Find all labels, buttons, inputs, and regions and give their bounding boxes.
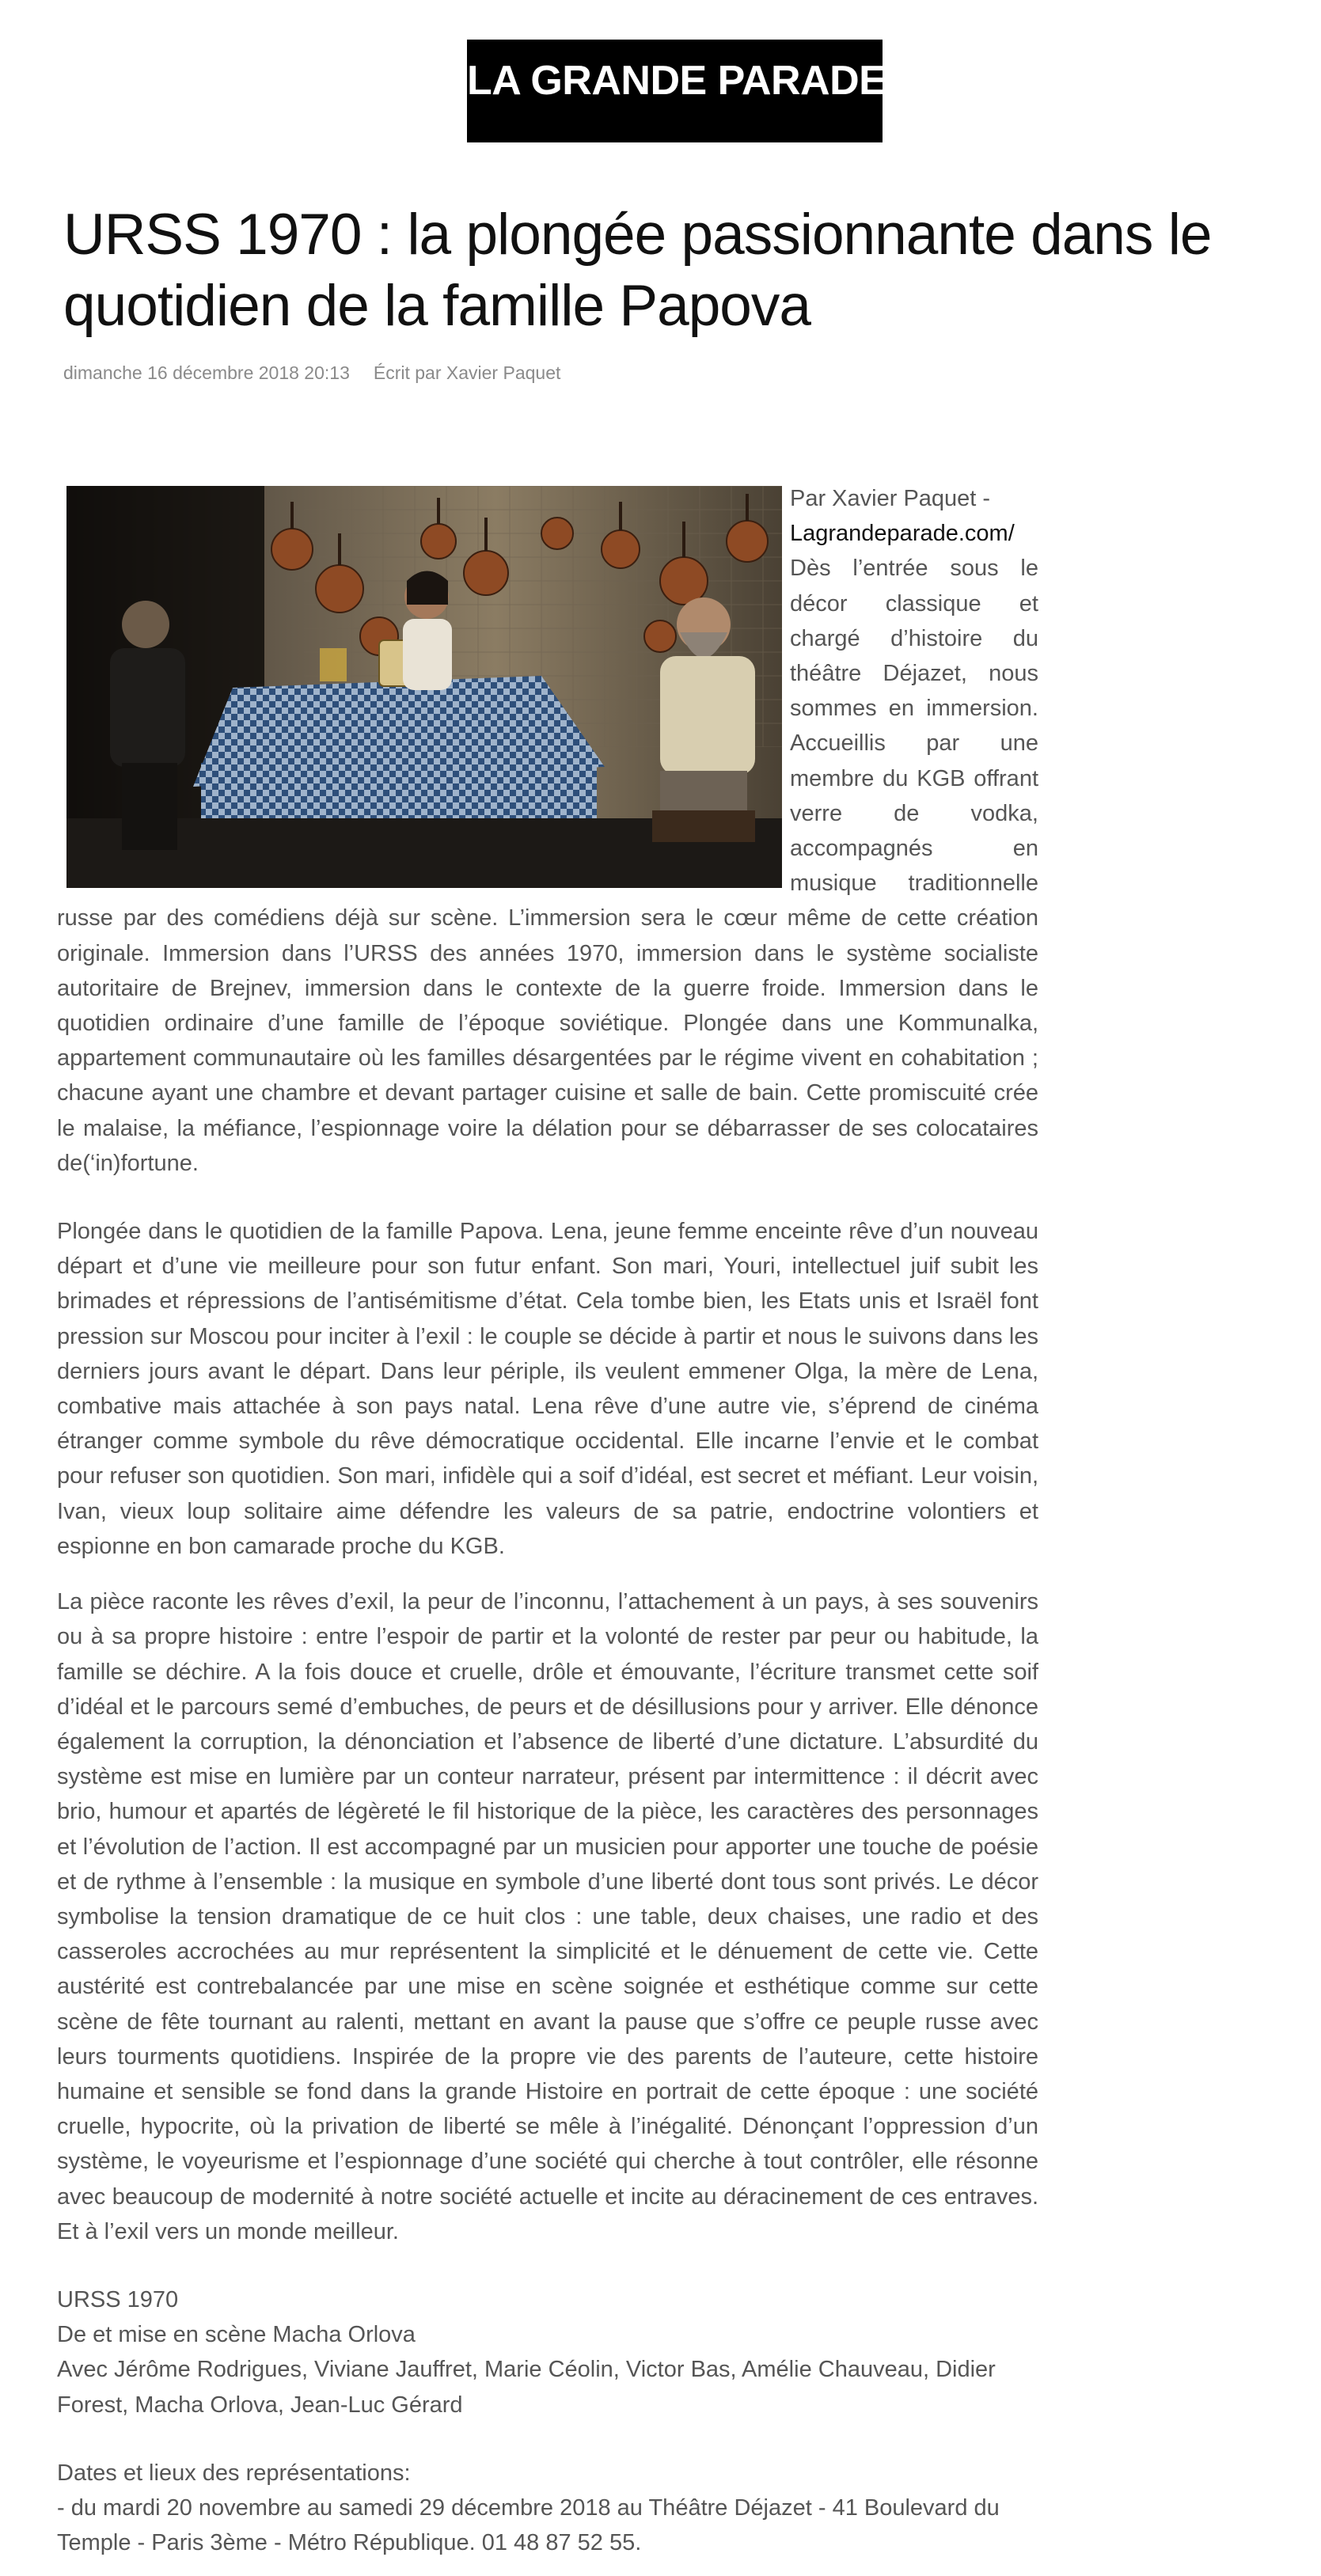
site-logo[interactable]: LA GRANDE PARADE [467, 40, 883, 142]
credits [57, 2282, 1038, 2422]
byline-prefix: Par Xavier Paquet - [790, 486, 991, 511]
paragraph-2: Plongée dans le quotidien de la famille Papova. Lena, jeune femme enceinte rêve d’un nouveau départ et d’une vie meilleure pour son futur enfant. Son mari, Youri, intellectuel juif subit les brimades et répressions de l’antisémitisme d’état. Cela tombe bien, les Etats unis et Israël font pression sur Moscou pour inciter à l’exil : le couple se décide à partir et nous le suivons dans les derniers jours avant le départ. Dans leur périple, ils veulent emmener Olga, la mère de Lena, combative mais attachée à son pays natal. Lena rêve d’une autre vie, s’éprend de cinéma étranger comme symbole du rêve démocratique occidental. Elle incarne l’envie et le combat pour refuser son quotidien. Son mari, infidèle qui a soif d’idéal, est secret et méfiant. Leur voisin, Ivan, vieux loup solitaire aime défendre les valeurs de sa patrie, endoctrine volontiers et espionne en bon camarade proche du KGB. [57, 1219, 1038, 1559]
credits-cast: Avec Jérôme Rodrigues, Viviane Jauffret, Marie Céolin, Victor Bas, Amélie Chauveau, Didier Forest, Macha Orlova, Jean-Luc Gérard [57, 2357, 996, 2418]
article-author: Écrit par Xavier Paquet [373, 362, 561, 383]
credits-director: De et mise en scène Macha Orlova [57, 2322, 416, 2348]
article-body [57, 481, 1038, 2560]
dates-heading: Dates et lieux des représentations: [57, 2460, 411, 2486]
dates-details: - du mardi 20 novembre au samedi 29 décembre 2018 au Théâtre Déjazet - 41 Boulevard du Temple - Paris 3ème - Métro République. 01 48 87 52 55. [57, 2494, 1000, 2556]
article-meta [63, 362, 560, 384]
credits-show-title: URSS 1970 [57, 2286, 179, 2312]
article-date: dimanche 16 décembre 2018 20:13 [63, 362, 350, 383]
article-title: URSS 1970 : la plongée passionnante dans le quotidien de la famille Papova [63, 203, 1212, 338]
paragraph-3: La pièce raconte les rêves d’exil, la peur de l’inconnu, l’attachement à un pays, à ses souvenirs ou à sa propre histoire : entre l’espoir de partir et la volonté de rester par peur ou habitude, la famille se déchire. A la fois douce et cruelle, drôle et émouvante, l’écriture transmet cette soif d’idéal et le parcours semé d’embuches, de peurs et de désillusions pour y arriver. Elle dénonce également la corruption, la dénonciation et l’absence de liberté d’une dictature. L’absurdité du système est mise en lumière par un conteur narrateur, présent par intermittence : il décrit avec brio, humour et apartés de légèreté le fil historique de la pièce, les caractères des personnages et l’évolution de l’action. Il est accompagné par un musicien pour apporter une touche de poésie et de rythme à l’ensemble : la musique en symbole d’une liberté dont tous sont privés. Le décor symbolise la tension dramatique de ce huit clos : une table, deux chaises, une radio et des casseroles accrochées au mur représentent la simplicité et le dénuement de cette vie. Cette austérité est contrebalancée par une mise en scène soignée et esthétique comme sur cette scène de fête tournant au ralenti, mettant en avant la pause que s’offre ce peuple russe avec leurs tourments quotidiens. Inspirée de la propre vie des parents de l’auteure, cette histoire humaine et sensible se fond dans la grande Histoire en portrait de cette époque : une société cruelle, hypocrite, où la privation de liberté se mêle à l’inégalité. Dénonçant l’oppression d’un système, le voyeurisme et l’espionnage d’une société qui cherche à tout contrôler, elle résonne avec beaucoup de modernité à notre société actuelle et incite au déracinement de ces entraves. Et à l’exil vers un monde meilleur. [57, 1589, 1038, 2244]
article-photo [66, 486, 782, 888]
paragraph-1: Dès l’entrée sous le décor classique et chargé d’histoire du théâtre Déjazet, nous sommes en immersion. Accueillis par une membre du KGB offrant verre de vodka, accompagnés en musique traditionnelle russe par des comédiens déjà sur scène. L’immersion sera le cœur même de cette création originale. Immersion dans l’URSS des années 1970, immersion dans le système socialiste autoritaire de Brejnev, immersion dans le contexte de la guerre froide. Immersion dans le quotidien ordinaire d’une famille de l’époque soviétique. Plongée dans une Kommunalka, appartement communautaire où les familles désargentées par le régime vivent en cohabitation ; chacune ayant une chambre et devant partager cuisine et salle de bain. Cette promiscuité crée le malaise, la méfiance, l’espionnage voire la délation pour se débarrasser de ses colocataires de(‘in)fortune. [57, 556, 1038, 1176]
byline-link[interactable]: Lagrandeparade.com/ [790, 521, 1015, 547]
dates [57, 2456, 1038, 2561]
